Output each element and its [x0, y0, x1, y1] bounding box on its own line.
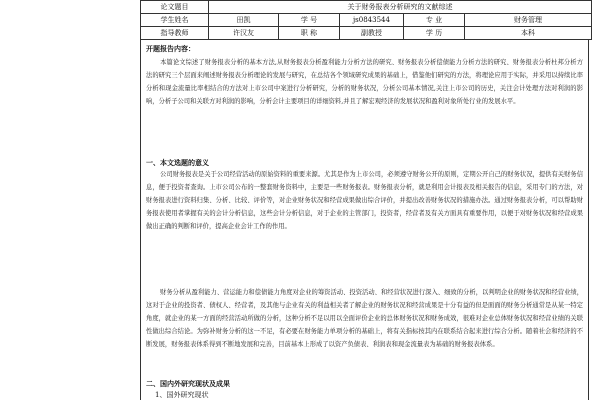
student-name-label: 学生姓名: [141, 14, 209, 27]
table-row-advisor: [141, 27, 592, 40]
intro-paragraph: [146, 56, 583, 108]
section1-p1-text: 公司财务报表是关于公司经营活动的原始资料的重要来源。尤其是作为上市公司，必须遵守财务公开的原则，定期公开自己的财务状况，提供有关财务信息，便于投资者查询。上市公司公布的一整套财务资料中，主要是一些财务报表。财务报表分析，就是利用会计报表及相关报告的信息，采用专门的方法，对财务报表进行资料归集、分析、比较、评价等，对企业财务状况和经营成果做出综合评价，并提出改善财务状况的措施办法。通过财务报表分析，可以帮助财务报表使用者掌握有关的会计分析信息，这些会计分析信息，对于企业的主管部门，投资者，经营者及有关方面具有重要作用，以便于对财务状况和经营成果做出正确的判断和评价，提高企业会计工作的作用。: [146, 171, 583, 231]
thesis-title-value: 关于财务报表分析研究的文献综述: [209, 1, 592, 14]
section1-paragraph-1: [146, 168, 583, 233]
advisor-title-label: 职 称: [279, 27, 340, 40]
section2-subtitle: 1、国外研究现状: [155, 391, 209, 399]
advisor-title-value: 副教授: [340, 27, 404, 40]
section1-title: 一、本文选题的意义: [146, 158, 209, 167]
table-row-title: [141, 1, 592, 14]
intro-text: 本篇论文综述了财务报表分析的基本方法,从财务报表分析盈利能力分析方法的研究、财务报表分析偿债能力分析方法的研究、财务报表分析杜邦分析方法的研究三个层面来阐述财务报表分析理论的发展与研究，在总结各个领域研究成果的基础上，借鉴他们研究的方法，将理论应用于实际，并采用以持续比率分析和现金流量比率相结合的方法对上市公司中案进行分析研究，分析的财务状况，分析公司基本情况,关注上市公司的历史，关注会计处理方法对利润的影响，分析子公司和关联方对利润的影响，分析会计主要项目的详细资料,并且了解宏观经济的发展状况和盈利对象所处行业的发展水平。: [146, 59, 583, 106]
thesis-title-label: 论文题目: [141, 1, 209, 14]
student-id-label: 学 号: [279, 14, 340, 27]
table-row-student: [141, 14, 592, 27]
degree-label: 学 历: [404, 27, 465, 40]
student-id-value: js0843544: [340, 14, 404, 27]
student-name-value: 田凯: [209, 14, 279, 27]
advisor-label: 指导教师: [141, 27, 209, 40]
report-content-box: [140, 39, 589, 400]
thesis-info-table: [140, 0, 592, 40]
section2-title: 二、国内外研究现状及成果: [146, 379, 230, 388]
advisor-value: 许汉友: [209, 27, 279, 40]
major-label: 专 业: [404, 14, 465, 27]
report-heading: 开题报告内容：: [146, 44, 195, 53]
degree-value: 本科: [465, 27, 592, 40]
section1-p2-text: 财务分析从盈利能力、营运能力和偿债能力角度对企业的筹资活动、投资活动、和经营状况进行深入、细致的分析，以判明企业的财务状况和经营业绩，这对于企业的投资者、债权人、经营者，及其他与企业有关的利益相关者了解企业的财务状况和经营成果是十分有益的但是面面的财务分析通常是从某一特定角度，就企业的某一方面的经营活动所做的分析，这种分析不足以用以全面评价企业的总体财务状况和财务成效，很难对企业总体财务状况和经营业绩的关联性做出综合结论。为弥补财务分析的这一不足，有必要在财务能力单项分析的基础上，将有关指标按其内在联系结合起来进行综合分析。随着社会和经济的不断发展，财务报表体系得到不断地发展和完善，目前基本上形成了以资产负债表、利润表和现金流量表为基础的财务报表体系。: [146, 289, 583, 349]
section1-paragraph-2: [146, 286, 583, 351]
major-value: 财务管理: [465, 14, 592, 27]
